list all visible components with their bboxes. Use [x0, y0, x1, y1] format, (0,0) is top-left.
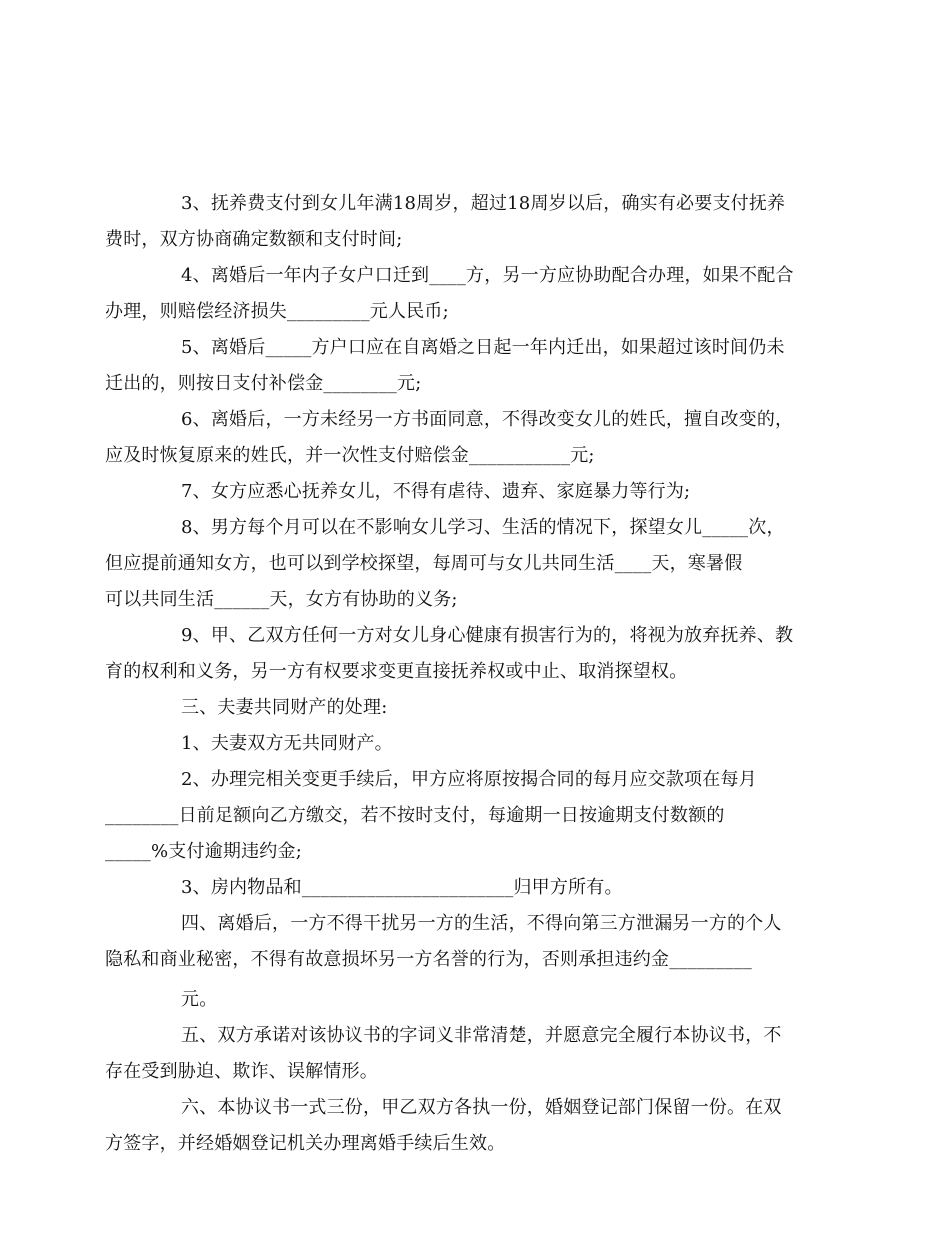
text-line: _____%支付逾期违约金;: [105, 841, 302, 862]
text-line: 办理，则赔偿经济损失_________元人民币;: [105, 301, 449, 322]
text-line: 存在受到胁迫、欺诈、误解情形。: [105, 1061, 378, 1082]
text-line: 应及时恢复原来的姓氏，并一次性支付赔偿金___________元;: [105, 445, 595, 466]
text-line: 6、离婚后，一方未经另一方书面同意，不得改变女儿的姓氏，擅自改变的，: [181, 409, 794, 430]
section-6-copies: [105, 1018, 808, 1234]
text-line: ________日前足额向乙方缴交，若不按时支付，每逾期一日按逾期支付数额的: [105, 805, 725, 826]
text-line: 1、夫妻双方无共同财产。: [181, 733, 393, 754]
text-line: 元。: [181, 989, 218, 1010]
text-line: 三、夫妻共同财产的处理:: [181, 697, 388, 718]
text-line: 四、离婚后，一方不得干扰另一方的生活，不得向第三方泄漏另一方的个人: [181, 913, 782, 934]
text-line: 3、抚养费支付到女儿年满18周岁，超过18周岁以后，确实有必要支付抚养: [181, 193, 786, 214]
text-line: 可以共同生活______天，女方有协助的义务;: [105, 589, 458, 610]
text-line: 隐私和商业秘密，不得有故意损坏另一方名誉的行为，否则承担违约金_________: [105, 949, 752, 970]
text-line: 但应提前通知女方，也可以到学校探望，每周可与女儿共同生活____天，寒暑假: [105, 553, 743, 574]
text-line: 8、男方每个月可以在不影响女儿学习、生活的情况下，探望女儿_____次，: [181, 517, 785, 538]
text-line: 五、双方承诺对该协议书的字词义非常清楚，并愿意完全履行本协议书，不: [181, 1025, 782, 1046]
text-line: 5、离婚后_____方户口应在自离婚之日起一年内迁出，如果超过该时间仍未: [181, 337, 785, 358]
text-line: 迁出的，则按日支付补偿金________元;: [105, 373, 422, 394]
text-line: 2、办理完相关变更手续后，甲方应将原按揭合同的每月应交款项在每月: [181, 769, 757, 790]
text-line: 4、离婚后一年内子女户口迁到____方，另一方应协助配合办理，如果不配合: [181, 265, 794, 286]
text-line: 9、甲、乙双方任何一方对女儿身心健康有损害行为的，将视为放弃抚养、教: [181, 625, 794, 646]
text-line: 六、本协议书一式三份，甲乙双方各执一份，婚姻登记部门保留一份。在双: [181, 1097, 782, 1118]
text-line: 育的权利和义务，另一方有权要求变更直接抚养权或中止、取消探望权。: [105, 661, 688, 682]
text-line: 3、房内物品和_______________________归甲方所有。: [181, 877, 623, 898]
text-line: 费时，双方协商确定数额和支付时间;: [105, 229, 403, 250]
text-line: 7、女方应悉心抚养女儿，不得有虐待、遗弃、家庭暴力等行为;: [181, 481, 691, 502]
text-line: 方签字，并经婚姻登记机关办理离婚手续后生效。: [105, 1133, 506, 1154]
